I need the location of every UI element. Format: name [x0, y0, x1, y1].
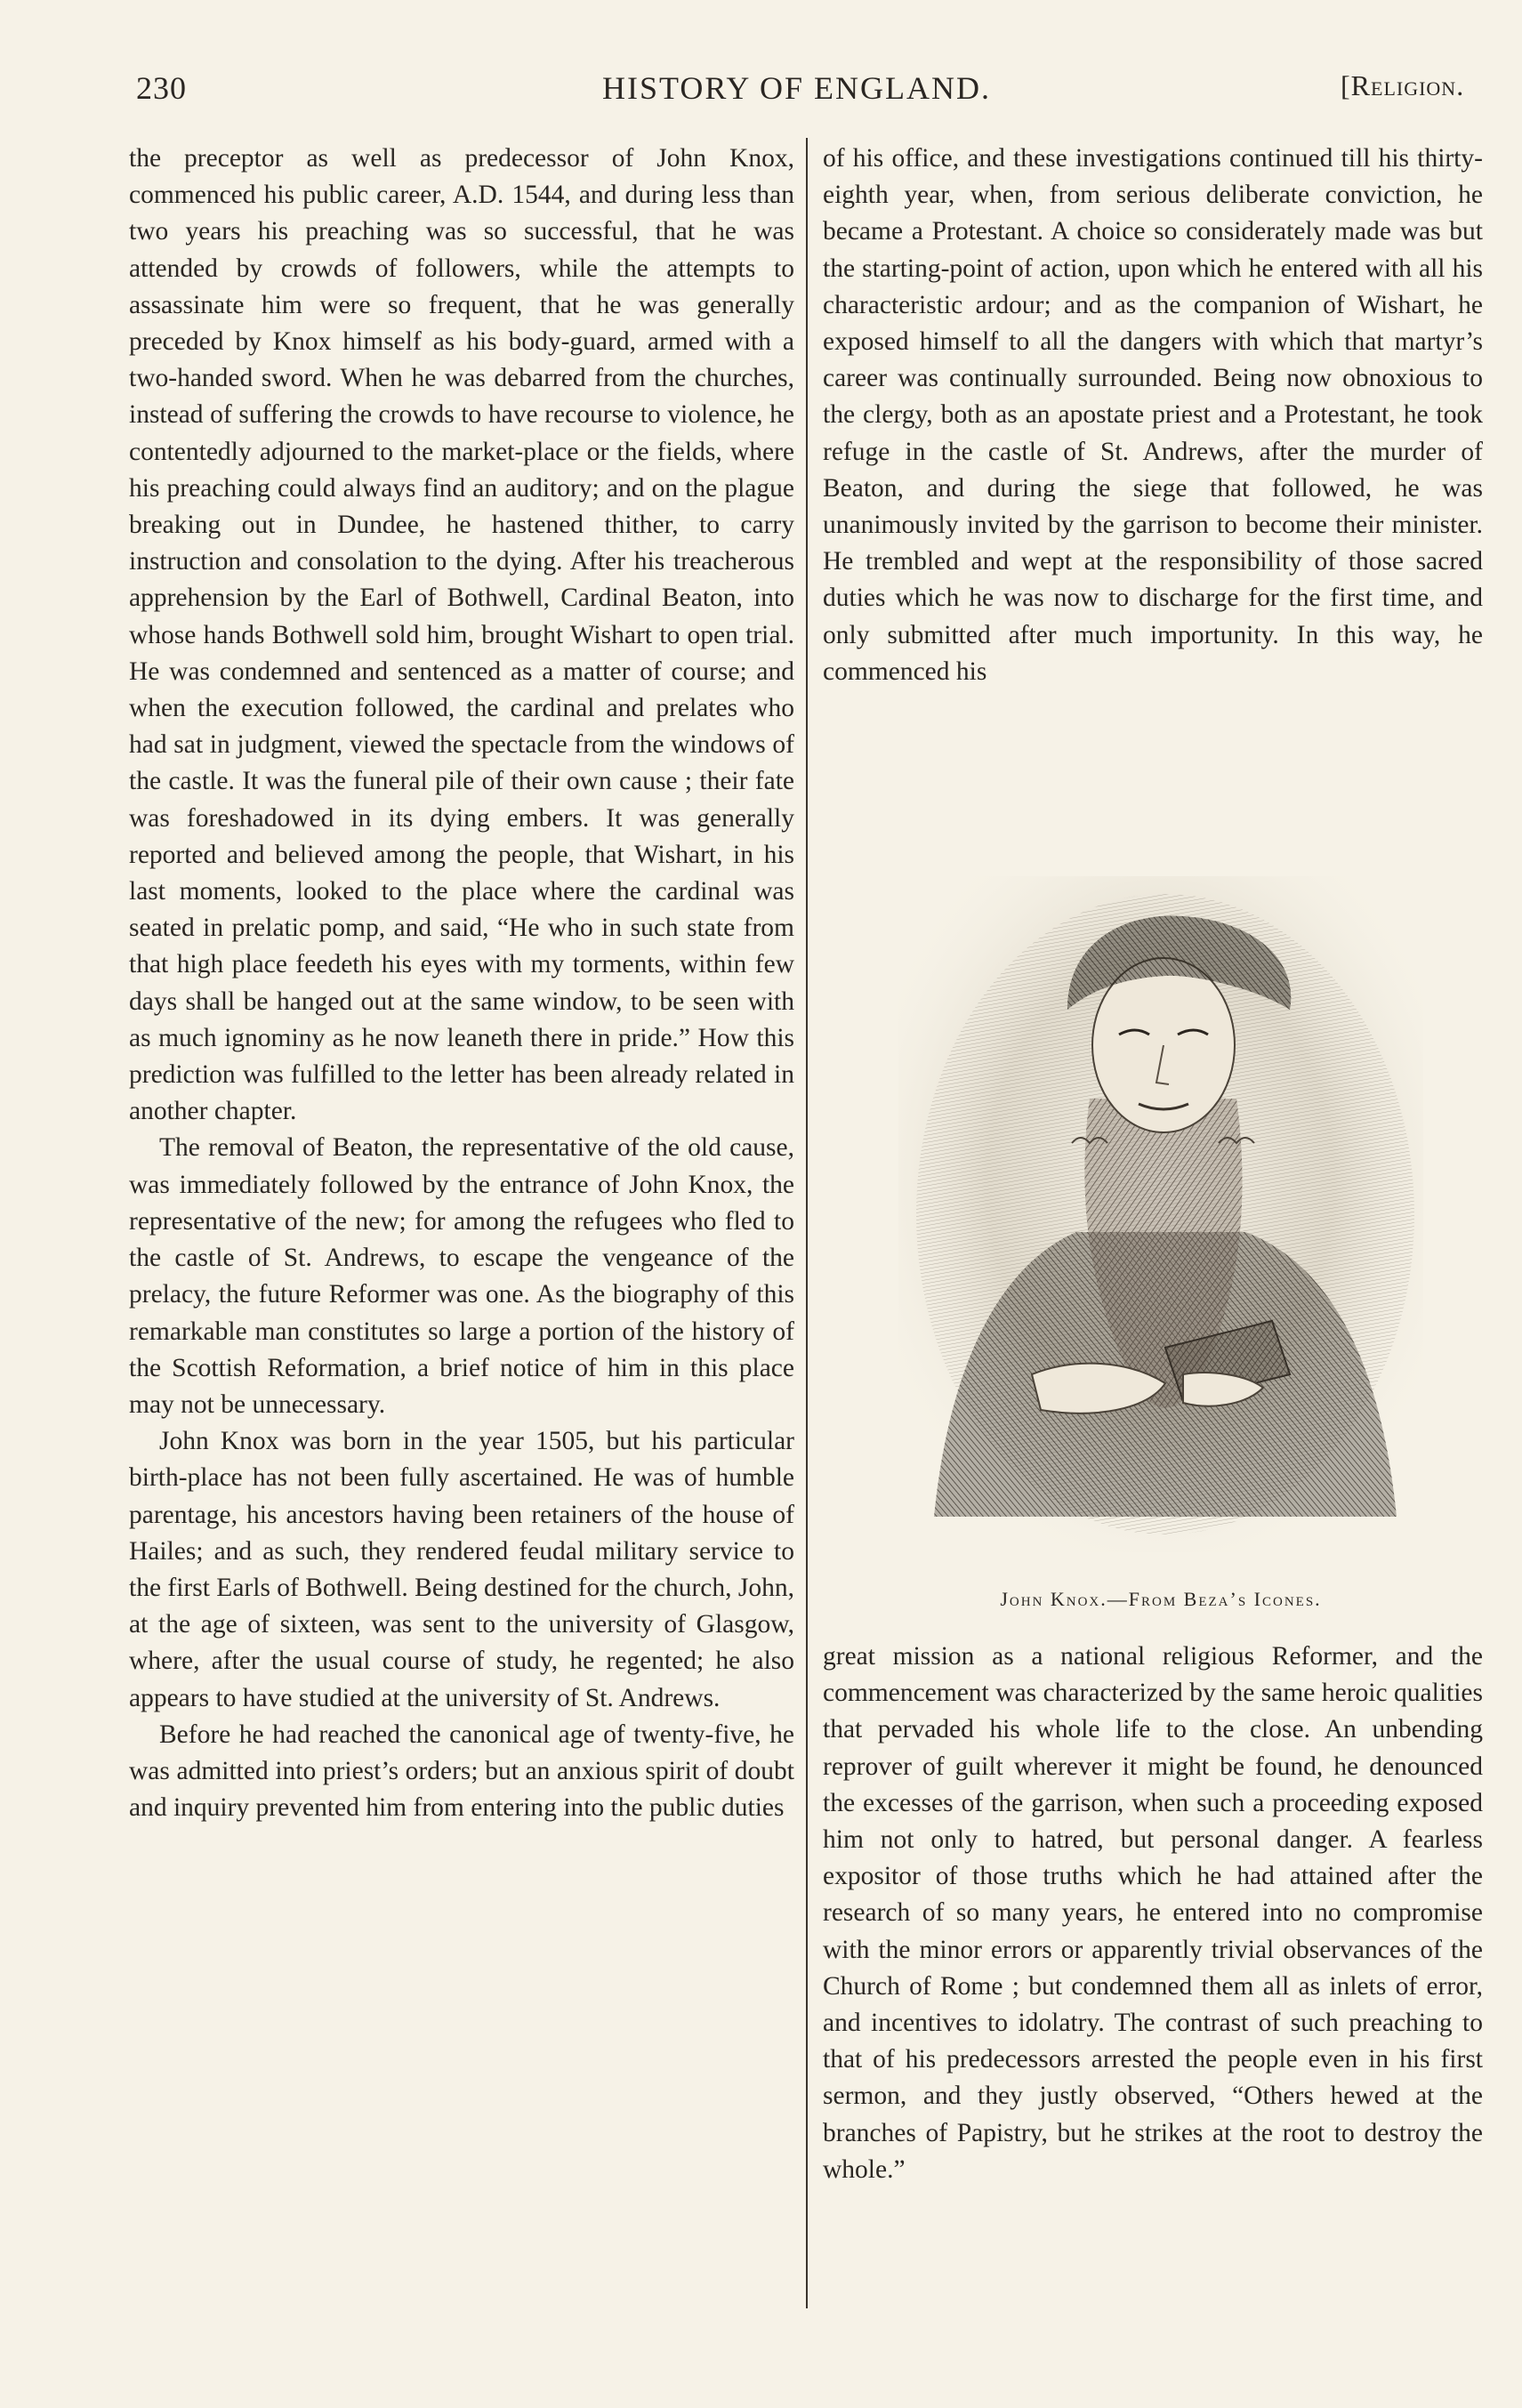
page-number: 230: [136, 70, 187, 106]
paragraph: the preceptor as well as predecessor of John Knox, commenced his public career, A.D. 1544, and during less than two years his preaching was so successful, that he was attended by crowds of followers, while the attempts to assassinate him were so frequent, that he was generally preceded by Knox himself as his body-guard, armed with a two-handed sword. When he was debarred from the churches, instead of suffering the crowds to have recourse to violence, he contentedly adjourned to the market-place or the fields, where his preaching could always find an auditory; and on the plague breaking out in Dundee, he hastened thither, to carry instruction and consolation to the dying. After his treacherous apprehension by the Earl of Bothwell, Cardinal Beaton, into whose hands Bothwell sold him, brought Wishart to open trial. He was condemned and sentenced as a matter of course; and when the execution followed, the cardinal and prelates who had sat in judgment, viewed the spectacle from the windows of the castle. It was the funeral pile of their own cause ; their fate was foreshadowed in its dying embers. It was generally reported and believed among the people, that Wishart, in his last moments, looked to the place where the cardinal was seated in prelatic pomp, and said, “He who in such state from that high place feedeth his eyes with my torments, within few days shall be hanged out at the same window, to be seen with as much ignominy as he now leaneth there in pride.” How this prediction was fulfilled to the letter has been already related in another chapter.: [129, 144, 794, 1126]
section-tag: [Religion.: [1341, 69, 1465, 101]
left-column: [129, 141, 794, 1826]
figure-caption: John Knox.—From Beza’s Icones.: [1000, 1588, 1322, 1610]
paragraph: John Knox was born in the year 1505, but his particular birth-place has not been fully ascertained. He was of humble parentage, his ancestors having been retainers of the house of Hailes; and as such, they rendered feudal military service to the first Earls of Bothwell. Being destined for the church, John, at the age of sixteen, was sent to the university of Glasgow, where, after the usual course of study, he regented; he also appears to have studied at the university of St. Andrews.: [129, 1427, 794, 1712]
column-divider: [806, 138, 808, 2308]
right-column-top: [823, 141, 1483, 690]
right-column-bottom: [823, 1639, 1483, 2188]
portrait-engraving: [898, 876, 1423, 1552]
paragraph: great mission as a national religious Reformer, and the commencement was characterized by the same heroic qualities that pervaded his whole life to the close. An unbending reprover of guilt wherever it might be found, he denounced the excesses of the garrison, when such a proceeding exposed him not only to hatred, but personal danger. A fearless expositor of those truths which he had attained after the research of so many years, he entered into no compromise with the minor errors or apparently trivial observances of the Church of Rome ; but condemned them all as inlets of error, and incentives to idolatry. The contrast of such preaching to that of his predecessors arrested the people even in his first sermon, and they justly observed, “Others hewed at the branches of Papistry, but he strikes at the root to destroy the whole.”: [823, 1642, 1483, 2184]
paragraph: The removal of Beaton, the representative of the old cause, was immediately followed by the entrance of John Knox, the representative of the new; for among the refugees who fled to the castle of St. Andrews, to escape the vengeance of the prelacy, the future Reformer was one. As the biography of this remarkable man constitutes so large a portion of the history of the Scottish Reformation, a brief notice of him in this place may not be unnecessary.: [129, 1133, 794, 1419]
page-header: [129, 64, 1481, 117]
paragraph: Before he had reached the canonical age of twenty-five, he was admitted into priest’s orders; but an anxious spirit of doubt and inquiry prevented him from entering into the public duties: [129, 1719, 794, 1823]
running-title: HISTORY OF ENGLAND.: [602, 70, 992, 106]
paragraph: of his office, and these investigations continued till his thirty-eighth year, when, from serious deliberate conviction, he became a Protestant. A choice so considerately made was but the starting-point of action, upon which he entered with all his characteristic ardour; and as the companion of Wishart, he exposed himself to all the dangers with which that martyr’s career was continually surrounded. Being now obnoxious to the clergy, both as an apostate priest and a Protestant, he took refuge in the castle of St. Andrews, after the murder of Beaton, and during the siege that followed, he was unanimously invited by the garrison to become their minister. He trembled and wept at the responsibility of those sacred duties which he was now to discharge for the first time, and only submitted after much importunity. In this way, he commenced his: [823, 144, 1483, 686]
portrait-illustration: [898, 876, 1423, 1552]
